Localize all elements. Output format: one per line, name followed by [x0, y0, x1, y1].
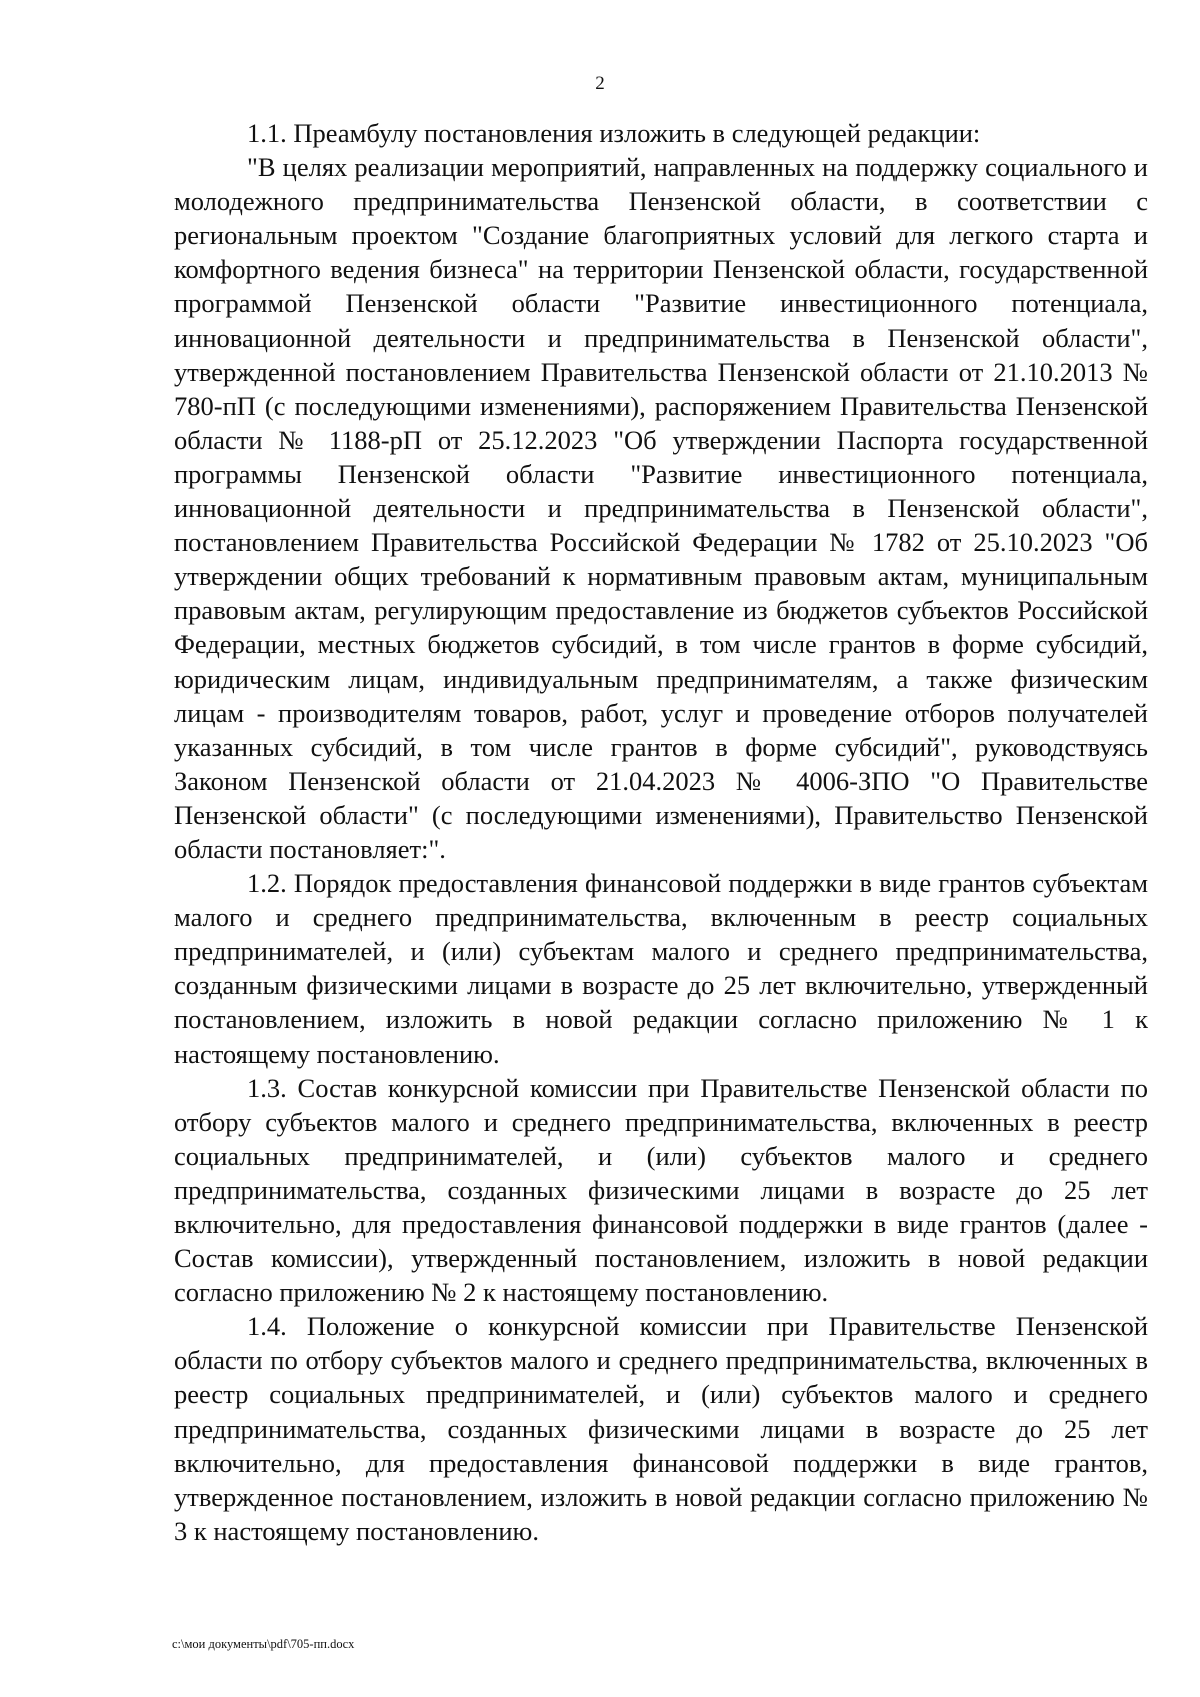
paragraph-1-3: 1.3. Состав конкурсной комиссии при Правительстве Пензенской области по отбору субъектов малого и среднего предпринимательства, включенных в реестр социальных предпринимателей, и (или) субъектов малого и среднего предпринимательства, созданных физическими лицами в возрасте до 25 лет включительно, для предоставления финансовой поддержки в виде грантов (далее - Состав комиссии), утвержденный постановлением, изложить в новой редакции согласно приложению № 2 к настоящему постановлению. — [174, 1072, 1148, 1308]
paragraph-1-2: 1.2. Порядок предоставления финансовой поддержки в виде грантов субъектам малого и среднего предпринимательства, включенным в реестр социальных предпринимателей, и (или) субъектам малого и среднего предпринимательства, созданным физическими лицами в возрасте до 25 лет включительно, утвержденный постановлением, изложить в новой редакции согласно приложению № 1 к настоящему постановлению. — [174, 868, 1148, 1069]
paragraph-1-1: 1.1. Преамбулу постановления изложить в следующей редакции: — [247, 118, 981, 148]
paragraph-1-4: 1.4. Положение о конкурсной комиссии при Правительстве Пензенской области по отбору субъектов малого и среднего предпринимательства, включенных в реестр социальных предпринимателей, и (или) субъектов малого и среднего предпринимательства, созданных физическими лицами в возрасте до 25 лет включительно, для предоставления финансовой поддержки в виде грантов, утвержденное постановлением, изложить в новой редакции согласно приложению № 3 к настоящему постановлению. — [174, 1311, 1148, 1546]
document-body — [174, 116, 1148, 1548]
footer-file-path: c:\мои документы\pdf\705-пп.docx — [172, 1637, 355, 1651]
paragraph-preamble: "В целях реализации мероприятий, направленных на поддержку социального и молодежного предпринимательства Пензенской области, в соответствии с региональным проектом "Создание благоприятных условий для легкого старта и комфортного ведения бизнеса" на территории Пензенской области, государственной программой Пензенской области "Развитие инвестиционного потенциала, инновационной деятельности и предпринимательства в Пензенской области", утвержденной постановлением Правительства Пензенской области от 21.10.2013 № 780-пП (с последующими изменениями), распоряжением Правительства Пензенской области № 1188-рП от 25.12.2023 "Об утверждении Паспорта государственной программы Пензенской области "Развитие инвестиционного потенциала, инновационной деятельности и предпринимательства в Пензенской области", постановлением Правительства Российской Федерации № 1782 от 25.10.2023 "Об утверждении общих требований к нормативным правовым актам, муниципальным правовым актам, регулирующим предоставление из бюджетов субъектов Российской Федерации, местных бюджетов субсидий, в том числе грантов в форме субсидий, юридическим лицам, индивидуальным предпринимателям, а также физическим лицам - производителям товаров, работ, услуг и проведение отборов получателей указанных субсидий, в том числе грантов в форме субсидий", руководствуясь Законом Пензенской области от 21.04.2023 № 4006-ЗПО "О Правительстве Пензенской области" (с последующими изменениями), Правительство Пензенской области постановляет:". — [174, 152, 1148, 864]
page-number: 2 — [595, 73, 605, 94]
